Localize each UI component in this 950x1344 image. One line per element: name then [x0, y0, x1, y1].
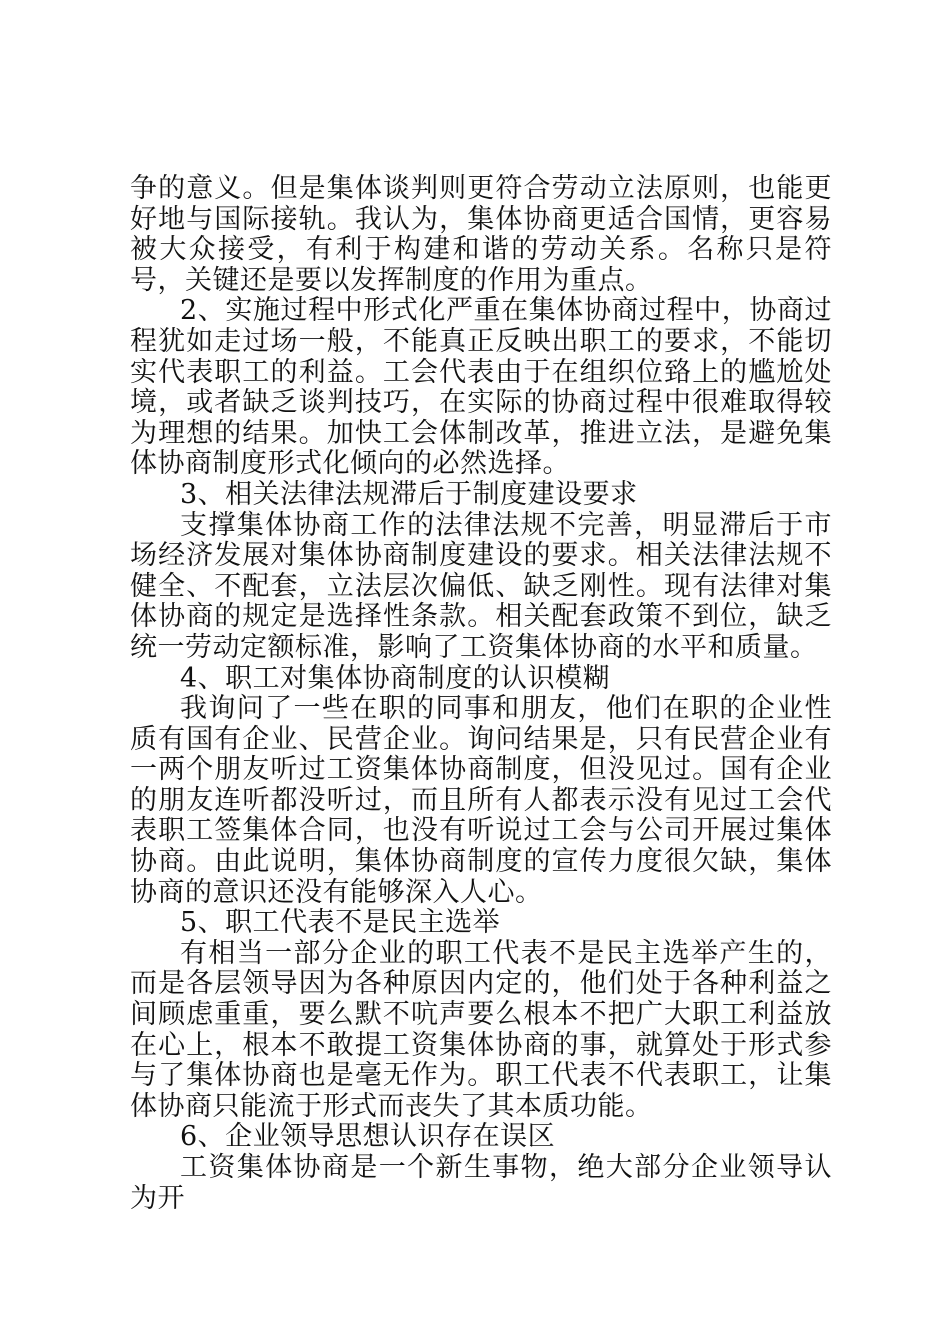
paragraph-2: 2、实施过程中形式化严重在集体协商过程中，协商过程犹如走过场一般，不能真正反映出职工的要求，不能切实代表职工的利益。工会代表由于在组织位臵上的尴尬处境，或者缺乏谈判技巧，在实际的协商过程中很难取得较为理想的结果。加快工会体制改革，推进立法，是避免集体协商制度形式化倾向的必然选择。 — [130, 295, 832, 480]
paragraph-5: 有相当一部分企业的职工代表不是民主选举产生的，而是各层领导因为各种原因内定的，他们处于各种利益之间顾虑重重，要么默不吭声要么根本不把广大职工利益放在心上，根本不敢提工资集体协商的事，就算处于形式参与了集体协商也是毫无作为。职工代表不代表职工，让集体协商只能流于形式而丧失了其本质功能。 — [130, 937, 832, 1122]
paragraph-1: 争的意义。但是集体谈判则更符合劳动立法原则，也能更好地与国际接轨。我认为，集体协商更适合国情，更容易被大众接受，有利于构建和谐的劳动关系。名称只是符号，关键还是要以发挥制度的作用为重点。 — [130, 173, 832, 296]
section-heading-3: 3、相关法律法规滞后于制度建设要求 — [180, 478, 638, 510]
section-heading-4: 4、职工对集体协商制度的认识模糊 — [180, 662, 611, 694]
paragraph-3: 支撑集体协商工作的法律法规不完善，明显滞后于市场经济发展对集体协商制度建设的要求。相关法律法规不健全、不配套，立法层次偏低、缺乏刚性。现有法律对集体协商的规定是选择性条款。相关配套政策不到位，缺乏统一劳动定额标准，影响了工资集体协商的水平和质量。 — [130, 509, 832, 663]
section-heading-6: 6、企业领导思想认识存在误区 — [180, 1121, 556, 1153]
paragraph-4: 我询问了一些在职的同事和朋友，他们在职的企业性质有国有企业、民营企业。询问结果是，只有民营企业有一两个朋友听过工资集体协商制度，但没见过。国有企业的朋友连听都没听过，而且所有人都表示没有见过工会代表职工签集体合同，也没有听说过工会与公司开展过集体协商。由此说明，集体协商制度的宣传力度很欠缺，集体协商的意识还没有能够深入人心。 — [130, 693, 832, 908]
section-heading-5: 5、职工代表不是民主选举 — [180, 907, 501, 939]
document-body — [130, 174, 832, 1214]
paragraph-6: 工资集体协商是一个新生事物，绝大部分企业领导认为开 — [130, 1152, 832, 1214]
